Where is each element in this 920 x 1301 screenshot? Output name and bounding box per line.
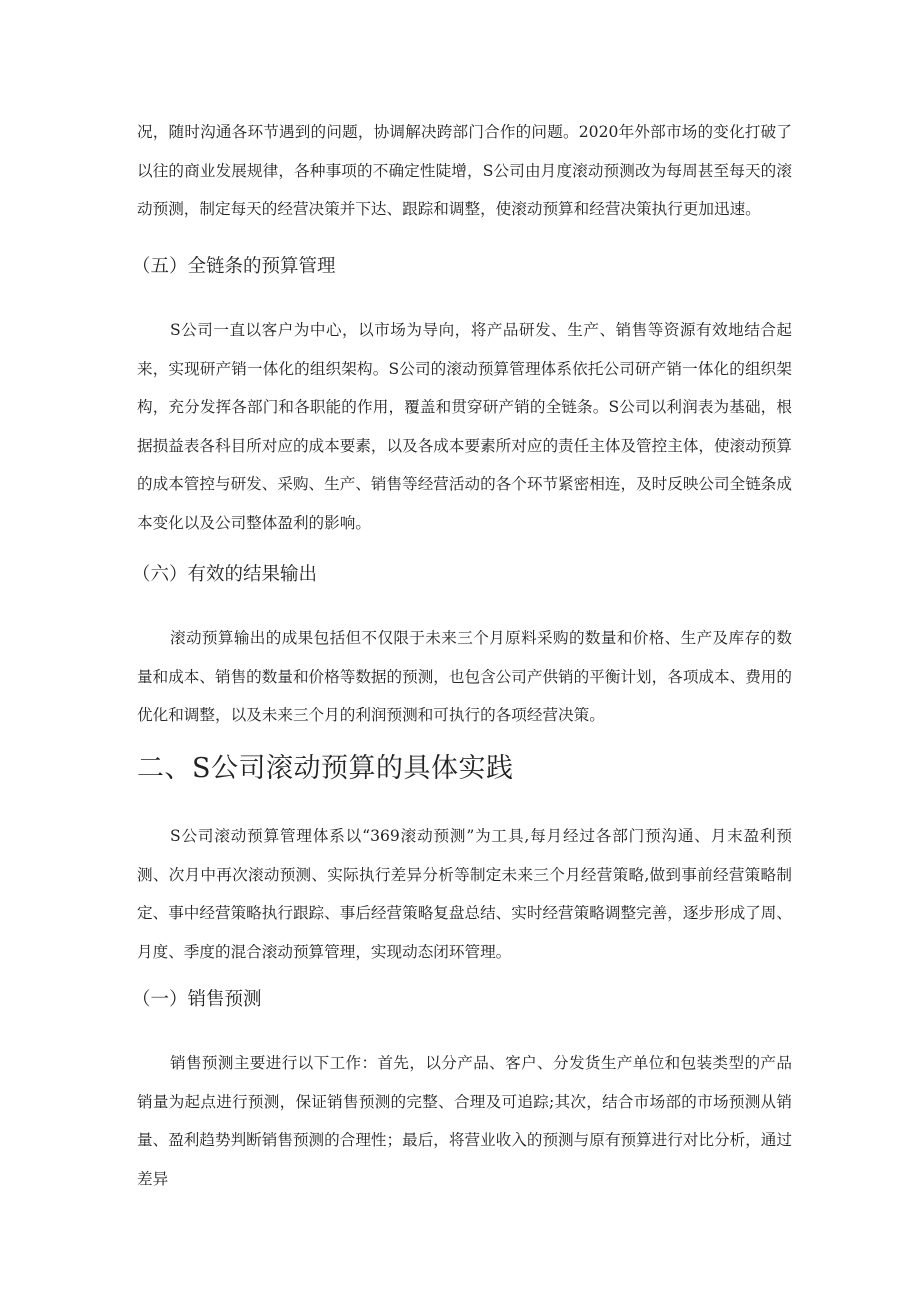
paragraph-section-1: 销售预测主要进行以下工作：首先，以分产品、客户、分发货生产单位和包装类型的产品销量为起点进行预测，保证销售预测的完整、合理及可追踪;其次，结合市场部的市场预测从销量、盈利趋势判断销售预测的合理性；最后，将营业收入的预测与原有预算进行对比分析，通过差异 <box>137 1054 792 1188</box>
section-heading-6: （六）有效的结果输出 <box>132 564 318 585</box>
paragraph-chapter-2: S公司滚动预算管理体系以“369滚动预测”为工具,每月经过各部门预沟通、月末盈利预测、次月中再次滚动预测、实际执行差异分析等制定未来三个月经营策略,做到事前经营策略制定、事中经营策略执行跟踪、事后经营策略复盘总结、实时经营策略调整完善，逐步形成了周、月度、季度的混合滚动预算管理，实现动态闭环管理。 <box>137 827 792 961</box>
chapter-heading-2: 二、S公司滚动预算的具体实践 <box>137 753 514 784</box>
section-heading-1: （一）销售预测 <box>132 989 262 1010</box>
section-heading-5: （五）全链条的预算管理 <box>132 256 336 277</box>
paragraph-section-5: S公司一直以客户为中心，以市场为导向，将产品研发、生产、销售等资源有效地结合起来，实现研产销一体化的组织架构。S公司的滚动预算管理体系依托公司研产销一体化的组织架构，充分发挥各部门和各职能的作用，覆盖和贯穿研产销的全链条。S公司以利润表为基础，根据损益表各科目所对应的成本要素，以及各成本要素所对应的责任主体及管控主体，使滚动预算的成本管控与研发、采购、生产、销售等经营活动的各个环节紧密相连，及时反映公司全链条成本变化以及公司整体盈利的影响。 <box>137 321 792 532</box>
paragraph-section-6: 滚动预算输出的成果包括但不仅限于未来三个月原料采购的数量和价格、生产及库存的数量和成本、销售的数量和价格等数据的预测，也包含公司产供销的平衡计划，各项成本、费用的优化和调整，以及未来三个月的利润预测和可执行的各项经营决策。 <box>137 629 792 724</box>
paragraph-intro: 况，随时沟通各环节遇到的问题，协调解决跨部门合作的问题。2020年外部市场的变化打破了以往的商业发展规律，各种事项的不确定性陡增，S公司由月度滚动预测改为每周甚至每天的滚动预测，制定每天的经营决策并下达、跟踪和调整，使滚动预算和经营决策执行更加迅速。 <box>137 123 792 218</box>
